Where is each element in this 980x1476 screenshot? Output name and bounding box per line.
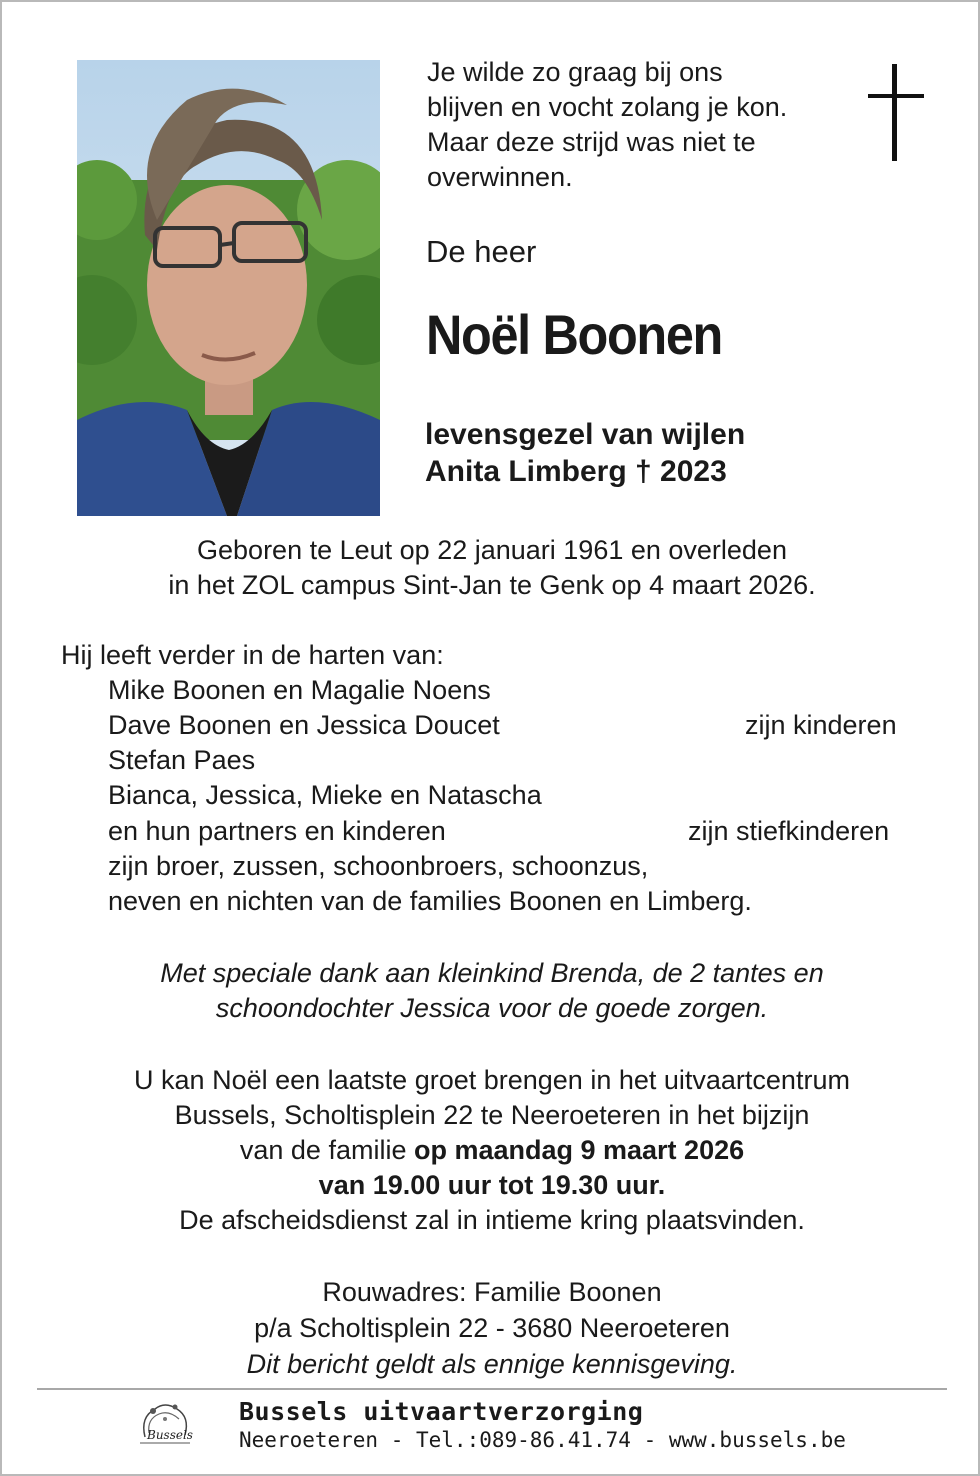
thanks-line-1: Met speciale dank aan kleinkind Brenda, de 2 tantes en [160, 958, 824, 988]
honorific: De heer [426, 234, 537, 269]
poem-line: blijven en vocht zolang je kon. [427, 92, 788, 122]
visit-line-5: De afscheidsdienst zal in intieme kring plaatsvinden. [179, 1205, 805, 1235]
notice-line: Dit bericht geldt als ennige kennisgeving. [246, 1349, 738, 1379]
thanks-line-2: schoondochter Jessica voor de goede zorgen. [215, 993, 769, 1023]
funeral-home [239, 1397, 846, 1452]
family-member-line: Stefan Paes [108, 745, 256, 775]
address-line-1: Rouwadres: Familie Boonen [322, 1277, 662, 1307]
role-stepchildren: zijn stiefkinderen [688, 816, 890, 846]
deceased-name: Noël Boonen [426, 303, 722, 366]
family-member-line: en hun partners en kinderen [108, 816, 446, 846]
poem-line: Je wilde zo graag bij ons [427, 57, 723, 87]
poem-line: Maar deze strijd was niet te [427, 127, 756, 157]
divider [37, 1388, 947, 1390]
address-line-2: p/a Scholtisplein 22 - 3680 Neeroeteren [254, 1313, 730, 1343]
partner-line-1: levensgezel van wijlen [425, 418, 746, 451]
cross-icon [868, 64, 924, 161]
poem [427, 55, 787, 195]
family-intro: Hij leeft verder in de harten van: [61, 640, 444, 670]
bussels-logo-icon [135, 1397, 195, 1449]
family-member-line: neven en nichten van de families Boonen en Limberg. [108, 886, 752, 916]
visit-line-1: U kan Noël een laatste groet brengen in het uitvaartcentrum [134, 1065, 850, 1095]
visit-date: op maandag 9 maart 2026 [413, 1135, 745, 1165]
poem-line: overwinnen. [427, 162, 573, 192]
family-member-line: Dave Boonen en Jessica Doucet [108, 710, 500, 740]
family-member-line: zijn broer, zussen, schoonbroers, schoonzus, [108, 851, 649, 881]
portrait-photo [77, 60, 380, 516]
svg-text:Bussels: Bussels [147, 1428, 193, 1442]
birth-death-info [2, 533, 980, 603]
thanks-note [2, 956, 980, 1026]
visit-time: van 19.00 uur tot 19.30 uur. [318, 1170, 666, 1200]
visit-line-3-plain: van de familie [239, 1135, 414, 1165]
birth-line: Geboren te Leut op 22 januari 1961 en overleden [197, 535, 787, 565]
partner-line-2: Anita Limberg † 2023 [425, 455, 727, 488]
firm-name: Bussels uitvaartverzorging [239, 1397, 644, 1426]
role-children: zijn kinderen [745, 710, 897, 740]
visit-line-2: Bussels, Scholtisplein 22 te Neeroeteren in het bijzijn [174, 1100, 810, 1130]
partner-info [425, 416, 745, 490]
firm-contact: Neeroeteren - Tel.:089-86.41.74 - www.bussels.be [239, 1428, 846, 1452]
visit-line-3 [2, 1133, 980, 1168]
death-line: in het ZOL campus Sint-Jan te Genk op 4 maart 2026. [168, 570, 816, 600]
family-member-line: Bianca, Jessica, Mieke en Natascha [108, 780, 542, 810]
family-member-line: Mike Boonen en Magalie Noens [108, 675, 491, 705]
mourning-address [2, 1274, 980, 1382]
visitation-info [2, 1063, 980, 1238]
